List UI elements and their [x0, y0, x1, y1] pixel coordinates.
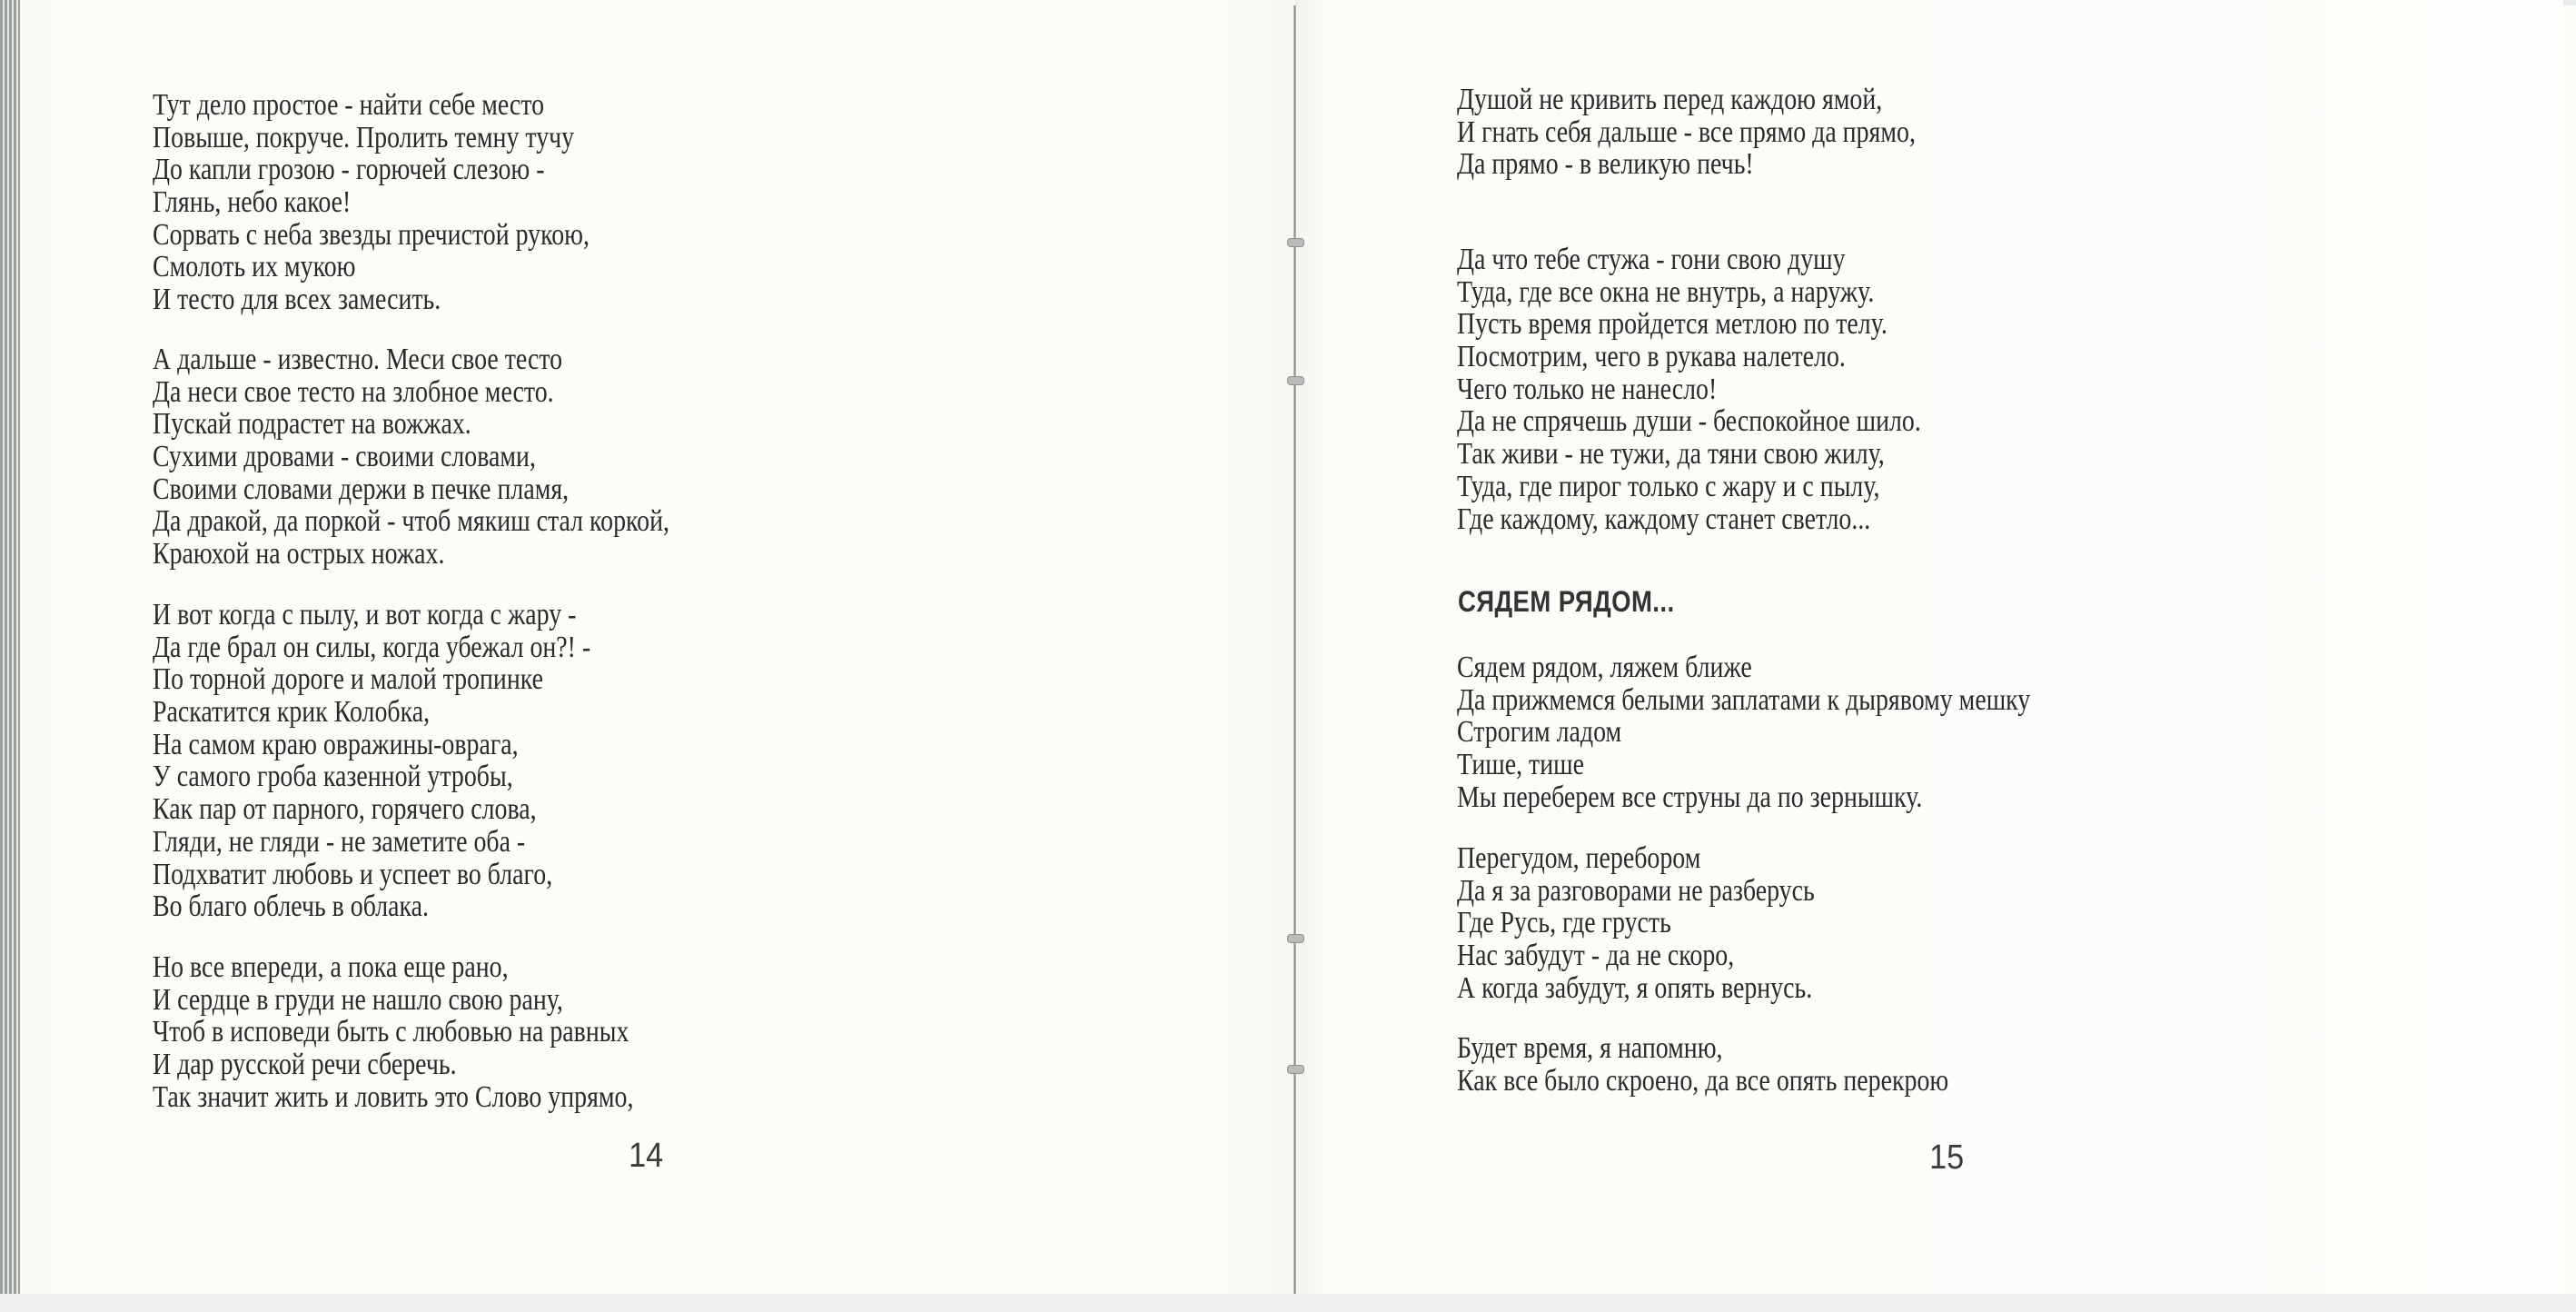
verse-line: И сердце в груди не нашло свою рану,	[153, 982, 563, 1017]
verse-line: Да неси свое тесто на злобное место.	[153, 374, 554, 409]
right-stanza-1	[1457, 84, 1916, 181]
page-number-right: 15	[1929, 1138, 1965, 1177]
right-page	[1297, 0, 2563, 1294]
left-stanza-3	[153, 599, 590, 923]
left-stanza-1	[153, 89, 590, 316]
verse-line: Да не спрячешь души - беспокойное шило.	[1457, 404, 1921, 439]
staple-icon	[1287, 1065, 1304, 1074]
right-stanza-5	[1457, 1032, 1948, 1097]
verse-line: До капли грозою - горючей слезою -	[153, 153, 545, 187]
verse-line: Раскатится крик Колобка,	[153, 695, 431, 730]
verse-line: А когда забудут, я опять вернусь.	[1457, 970, 1813, 1005]
verse-line: Перегудом, перебором	[1457, 841, 1701, 875]
verse-line: Душой не кривить перед каждою ямой,	[1457, 83, 1883, 116]
staple-icon	[1287, 376, 1304, 385]
verse-line: Во благо облечь в облака.	[153, 890, 429, 924]
page-number-left: 14	[629, 1137, 664, 1175]
verse-line: По торной дороге и малой тропинке	[153, 662, 544, 697]
right-stanza-4	[1457, 842, 1815, 1004]
verse-line: Так значит жить и ловить это Слово упрямо,	[153, 1079, 634, 1114]
verse-line: У самого гроба казенной утробы,	[153, 760, 513, 794]
verse-line: Нас забудут - да не скоро,	[1457, 939, 1735, 973]
verse-line: Краюхой на острых ножах.	[153, 537, 445, 572]
verse-line: Как все было скроено, да все опять перекрою	[1457, 1063, 1949, 1098]
verse-line: Повыше, покруче. Пролить темну тучу	[153, 120, 575, 154]
verse-line: Где Русь, где грусть	[1457, 906, 1671, 940]
verse-line: Так живи - не тужи, да тяни свою жилу,	[1457, 437, 1885, 472]
verse-line: А дальше - известно. Меси свое тесто	[153, 343, 563, 376]
verse-line: Сядем рядом, ляжем ближе	[1457, 651, 1752, 684]
verse-line: Чтоб в исповеди быть с любовью на равных	[153, 1015, 629, 1049]
verse-line: Смолоть их мукою	[153, 250, 356, 284]
left-stanza-4	[153, 951, 633, 1113]
verse-line: Да прямо - в великую печь!	[1457, 147, 1754, 182]
page-edges-stack	[0, 0, 20, 1294]
verse-line: Пускай подрастет на вожжах.	[153, 407, 471, 442]
verse-line: Где каждому, каждому станет светло...	[1457, 502, 1871, 536]
verse-line: Но все впереди, а пока еще рано,	[153, 950, 509, 984]
verse-line: Туда, где пирог только с жару и с пылу,	[1457, 469, 1880, 503]
staple-icon	[1287, 238, 1304, 247]
verse-line: Пусть время пройдется метлою по телу.	[1457, 307, 1887, 342]
verse-line: Да я за разговорами не разберусь	[1457, 873, 1815, 908]
verse-line: И гнать себя дальше - все прямо да прямо,	[1457, 114, 1916, 149]
verse-line: Тише, тише	[1457, 748, 1584, 782]
verse-line: И вот когда с пылу, и вот когда с жару -	[153, 598, 577, 631]
verse-line: Мы переберем все струны да по зернышку.	[1457, 780, 1923, 814]
verse-line: Да прижмемся белыми заплатами к дырявому мешку	[1457, 682, 2031, 717]
verse-line: Подхватит любовь и успеет во благо,	[153, 857, 553, 891]
verse-line: Своими словами держи в печке пламя,	[153, 472, 570, 506]
verse-line: Строгим ладом	[1457, 715, 1622, 750]
verse-line: Да что тебе стужа - гони свою душу	[1457, 243, 1846, 276]
verse-line: Да где брал он силы, когда убежал он?! -	[153, 630, 591, 664]
staple-icon	[1287, 934, 1304, 943]
verse-line: Чего только не нанесло!	[1457, 372, 1718, 406]
verse-line: Тут дело простое - найти себе место	[153, 88, 545, 122]
left-stanza-2	[153, 343, 669, 571]
verse-line: И дар русской речи сберечь.	[153, 1048, 457, 1082]
verse-line: Сорвать с неба звезды пречистой рукою,	[153, 217, 590, 252]
verse-line: Как пар от парного, горячего слова,	[153, 792, 537, 827]
verse-line: Гляди, не гляди - не заметите оба -	[153, 824, 526, 859]
verse-line: Туда, где все окна не внутрь, а наружу.	[1457, 274, 1875, 309]
verse-line: Глянь, небо какое!	[153, 185, 352, 220]
book-spine	[1293, 5, 1296, 1294]
verse-line: Будет время, я напомню,	[1457, 1031, 1723, 1065]
right-stanza-2	[1457, 244, 1921, 535]
verse-line: На самом краю овражины-оврага,	[153, 727, 519, 761]
verse-line: И тесто для всех замесить.	[153, 283, 441, 317]
poem-title: СЯДЕМ РЯДОМ...	[1458, 585, 1675, 618]
verse-line: Да дракой, да поркой - чтоб мякиш стал коркой,	[153, 504, 670, 539]
right-stanza-3	[1457, 651, 2030, 813]
verse-line: Сухими дровами - своими словами,	[153, 440, 536, 474]
verse-line: Посмотрим, чего в рукава налетело.	[1457, 340, 1846, 374]
